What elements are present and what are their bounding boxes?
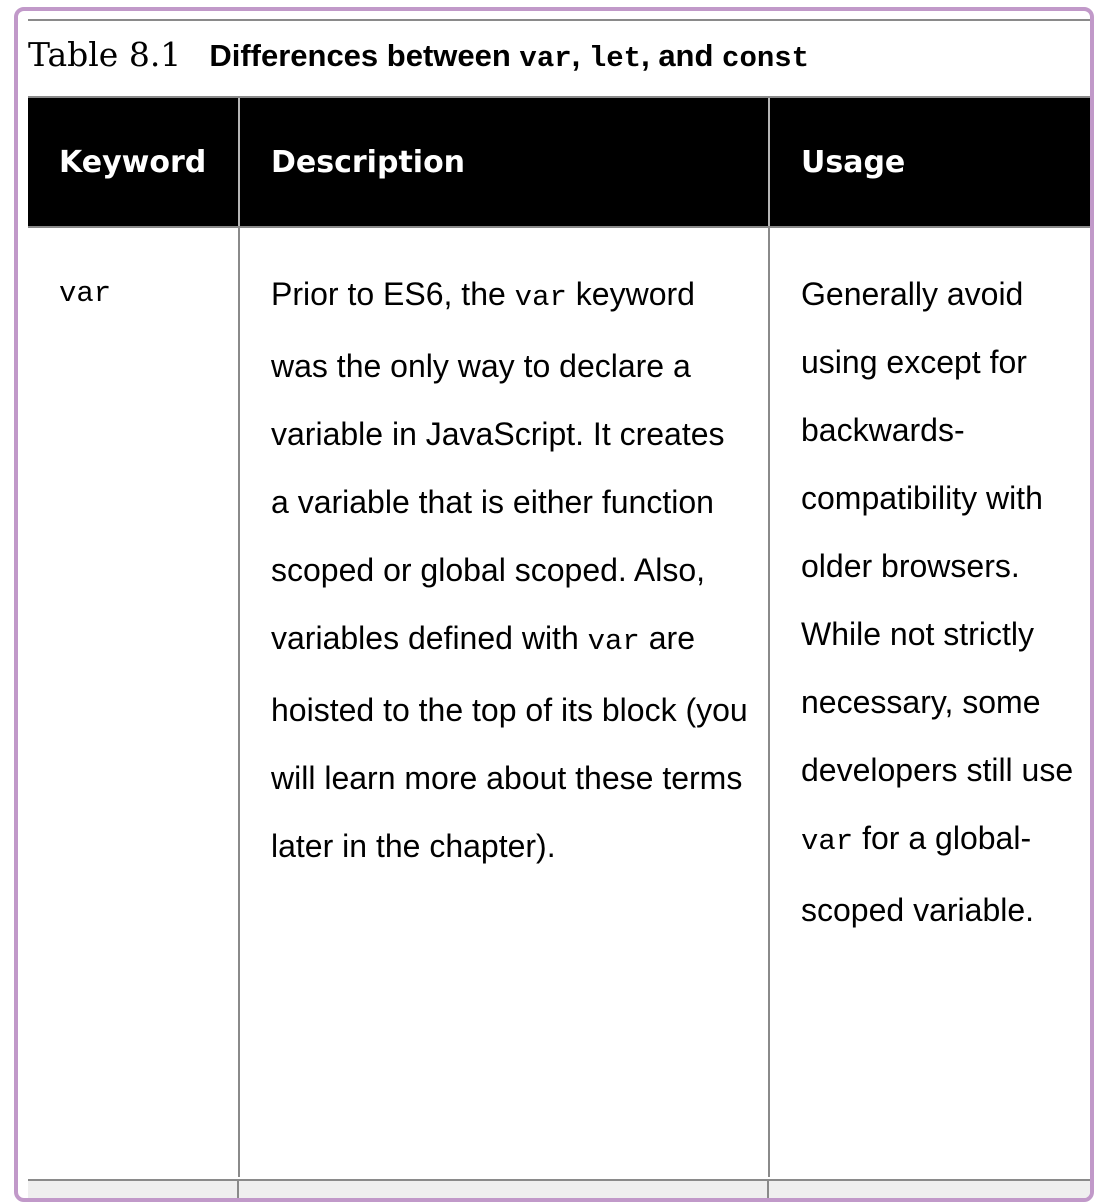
top-rule (28, 19, 1090, 21)
table-title: Differences between var, let, and const (209, 38, 810, 75)
inline-code: var (587, 625, 640, 658)
keyword-cell: var (59, 277, 112, 310)
table-frame (14, 7, 1094, 1202)
description-cell: Prior to ES6, the var keyword was the only way to declare a variable in JavaScript. It creates a variable that is either function scoped or global scoped. Also, variables defined with var are hoisted to the top of its block (you will learn more about these terms later in the chapter). (239, 227, 769, 1177)
inline-code: var (801, 825, 854, 858)
header-description: Description (239, 97, 769, 227)
table-caption (28, 35, 809, 75)
inline-code: var (514, 281, 567, 314)
table-header-row (28, 97, 1094, 227)
code-var: var (519, 42, 572, 75)
table-number: Table 8.1 (28, 35, 182, 74)
usage-cell: Generally avoid using except for backwards-compatibility with older browsers. While not strictly necessary, some developers still use var for a global-scoped variable. (769, 227, 1094, 1177)
column-divider (237, 1181, 239, 1202)
differences-table (28, 96, 1094, 1177)
table-row (28, 227, 1094, 1177)
header-keyword: Keyword (28, 97, 239, 227)
code-const: const (722, 42, 810, 75)
code-let: let (588, 42, 642, 75)
column-divider (767, 1181, 769, 1202)
header-usage: Usage (769, 97, 1094, 227)
next-row-strip (28, 1181, 1090, 1202)
